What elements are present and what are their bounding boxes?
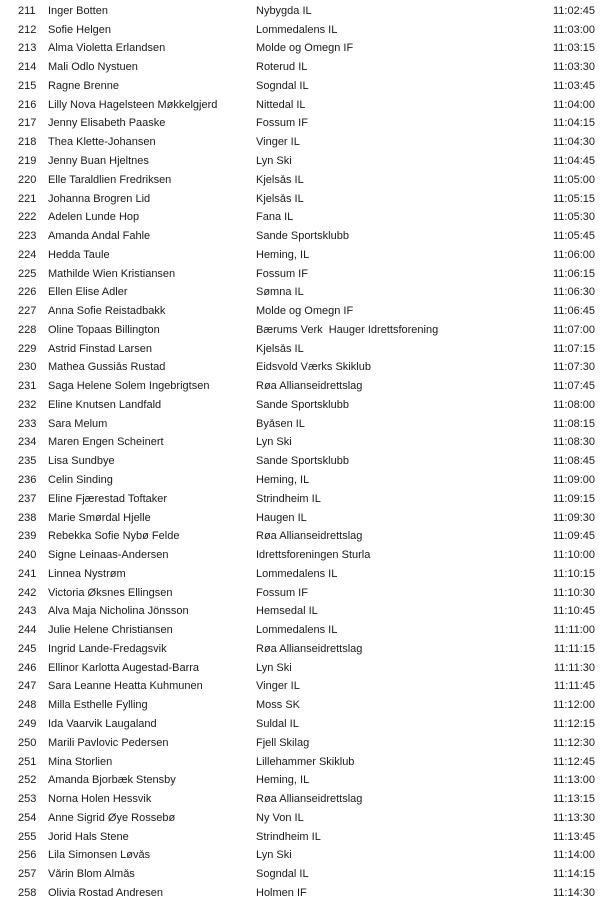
table-row — [0, 790, 611, 809]
athlete-name: Lila Simonsen Løvås — [48, 850, 151, 862]
table-row — [0, 603, 611, 622]
bib-number: 245 — [18, 643, 37, 655]
bib-number: 217 — [18, 118, 37, 130]
bib-number: 232 — [18, 399, 37, 411]
club-name: Lyn Ski — [256, 437, 292, 449]
athlete-name: Celin Sinding — [48, 475, 113, 487]
bib-number: 223 — [18, 231, 37, 243]
club-name: Fana IL — [256, 212, 294, 224]
athlete-name: Signe Leinaas-Andersen — [48, 550, 169, 562]
bib-number: 251 — [18, 756, 37, 768]
club-name: Kjelsås IL — [256, 343, 304, 355]
bib-number: 250 — [18, 737, 37, 749]
club-name: Fjell Skilag — [256, 737, 310, 749]
athlete-name: Anna Sofie Reistadbakk — [48, 306, 166, 318]
club-name: Sogndal IL — [256, 80, 309, 92]
table-row — [0, 884, 611, 903]
start-time: 11:10:15 — [552, 568, 595, 580]
start-time: 11:10:00 — [552, 550, 595, 562]
table-row — [0, 321, 611, 340]
start-time: 11:05:00 — [552, 174, 595, 186]
start-time: 11:08:00 — [552, 399, 595, 411]
athlete-name: Jenny Elisabeth Paaske — [48, 118, 166, 130]
start-time: 11:12:30 — [552, 737, 595, 749]
start-time: 11:13:15 — [552, 794, 595, 806]
table-row — [0, 40, 611, 59]
club-name: Heming, IL — [256, 249, 310, 261]
athlete-name: Ellinor Karlotta Augestad-Barra — [48, 662, 200, 674]
bib-number: 229 — [18, 343, 37, 355]
bib-number: 230 — [18, 362, 37, 374]
bib-number: 249 — [18, 718, 37, 730]
bib-number: 222 — [18, 212, 37, 224]
club-name: Fossum IF — [256, 118, 308, 130]
table-row — [0, 771, 611, 790]
start-time: 11:12:00 — [552, 700, 595, 712]
bib-number: 243 — [18, 606, 37, 618]
bib-number: 220 — [18, 174, 37, 186]
start-time: 11:04:15 — [552, 118, 595, 130]
table-row — [0, 2, 611, 21]
table-row — [0, 359, 611, 378]
athlete-name: Amanda Bjorbæk Stensby — [48, 775, 176, 787]
athlete-name: Rebekka Sofie Nybø Felde — [48, 531, 180, 543]
bib-number: 216 — [18, 99, 37, 111]
club-name: Nittedal IL — [256, 99, 306, 111]
table-row — [0, 753, 611, 772]
start-time: 11:10:30 — [552, 587, 595, 599]
table-row — [0, 659, 611, 678]
athlete-name: Alma Violetta Erlandsen — [48, 43, 166, 55]
athlete-name: Eline Fjærestad Toftaker — [48, 493, 168, 505]
athlete-name: Eline Knutsen Landfald — [48, 399, 162, 411]
bib-number: 234 — [18, 437, 37, 449]
athlete-name: Jenny Buan Hjeltnes — [48, 156, 149, 167]
club-name: Røa Allianseidrettslag — [256, 794, 363, 806]
bib-number: 253 — [18, 794, 37, 806]
start-time: 11:11:00 — [553, 625, 595, 637]
club-name: Røa Allianseidrettslag — [256, 643, 363, 655]
start-time: 11:07:45 — [552, 381, 595, 393]
table-row — [0, 546, 611, 565]
bib-number: 242 — [18, 587, 37, 599]
table-row — [0, 133, 611, 152]
table-row — [0, 246, 611, 265]
bib-number: 246 — [18, 662, 37, 674]
bib-number: 257 — [18, 869, 37, 881]
bib-number: 228 — [18, 324, 37, 336]
table-row — [0, 865, 611, 884]
club-name: Holmen IF — [256, 887, 307, 899]
athlete-name: Mathea Gussiås Rustad — [48, 362, 166, 374]
start-time: 11:13:00 — [552, 775, 595, 787]
athlete-name: Ingrid Lande-Fredagsvik — [48, 643, 167, 655]
club-name: Suldal IL — [256, 718, 299, 730]
athlete-name: Norna Holen Hessvik — [48, 794, 152, 806]
table-row — [0, 640, 611, 659]
start-time: 11:03:00 — [552, 24, 595, 36]
club-name: Røa Allianseidrettslag — [256, 531, 363, 543]
start-time: 11:07:15 — [552, 343, 595, 355]
bib-number: 219 — [18, 156, 37, 167]
athlete-name: Sara Melum — [48, 418, 108, 430]
athlete-name: Saga Helene Solem Ingebrigtsen — [48, 381, 210, 393]
athlete-name: Sara Leanne Heatta Kuhmunen — [48, 681, 203, 693]
club-name: Moss SK — [256, 700, 301, 712]
athlete-name: Astrid Finstad Larsen — [48, 343, 152, 355]
start-time: 11:09:30 — [552, 512, 595, 524]
athlete-name: Thea Klette-Johansen — [48, 137, 156, 149]
athlete-name: Ragne Brenne — [48, 80, 119, 92]
start-time: 11:14:30 — [552, 887, 595, 899]
start-time: 11:06:45 — [552, 306, 595, 318]
club-name: Byåsen IL — [256, 418, 305, 430]
bib-number: 215 — [18, 80, 37, 92]
start-time: 11:08:30 — [552, 437, 595, 449]
table-row — [0, 434, 611, 453]
bib-number: 254 — [18, 812, 37, 824]
table-row — [0, 283, 611, 302]
club-name: Lyn Ski — [256, 156, 292, 167]
club-name: Bærums Verk Hauger Idrettsforening — [256, 324, 439, 336]
club-name: Ny Von IL — [256, 812, 304, 824]
table-row — [0, 396, 611, 415]
club-name: Lillehammer Skiklub — [256, 756, 355, 768]
club-name: Sande Sportsklubb — [256, 456, 349, 468]
bib-number: 238 — [18, 512, 37, 524]
athlete-name: Sofie Helgen — [48, 24, 111, 36]
bib-number: 239 — [18, 531, 37, 543]
table-row — [0, 527, 611, 546]
start-time: 11:05:45 — [552, 231, 595, 243]
bib-number: 225 — [18, 268, 37, 280]
table-row — [0, 828, 611, 847]
athlete-name: Victoria Øksnes Ellingsen — [48, 587, 173, 599]
bib-number: 221 — [18, 193, 37, 205]
table-row — [0, 621, 611, 640]
bib-number: 233 — [18, 418, 37, 430]
bib-number: 211 — [18, 5, 36, 17]
start-time: 11:08:45 — [552, 456, 595, 468]
start-time: 11:11:45 — [553, 681, 595, 693]
club-name: Kjelsås IL — [256, 174, 304, 186]
table-row — [0, 340, 611, 359]
club-name: Heming, IL — [256, 775, 310, 787]
club-name: Vinger IL — [256, 681, 300, 693]
club-name: Eidsvold Værks Skiklub — [256, 362, 371, 374]
table-row — [0, 265, 611, 284]
start-time: 11:09:45 — [552, 531, 595, 543]
athlete-name: Oline Topaas Billington — [48, 324, 160, 336]
start-list — [0, 2, 611, 903]
table-row — [0, 509, 611, 528]
start-time: 11:14:00 — [552, 850, 595, 862]
start-time: 11:14:15 — [552, 869, 595, 881]
table-row — [0, 471, 611, 490]
start-time: 11:05:30 — [552, 212, 595, 224]
bib-number: 227 — [18, 306, 37, 318]
athlete-name: Alva Maja Nicholina Jönsson — [48, 606, 189, 618]
table-row — [0, 21, 611, 40]
athlete-name: Lilly Nova Hagelsteen Møkkelgjerd — [48, 99, 218, 111]
club-name: Sogndal IL — [256, 869, 309, 881]
table-row — [0, 452, 611, 471]
table-row — [0, 77, 611, 96]
club-name: Sande Sportsklubb — [256, 399, 349, 411]
athlete-name: Jorid Hals Stene — [48, 831, 129, 843]
athlete-name: Julie Helene Christiansen — [48, 625, 173, 637]
athlete-name: Mina Storlien — [48, 756, 113, 768]
start-time: 11:10:45 — [552, 606, 595, 618]
club-name: Lyn Ski — [256, 850, 292, 862]
table-row — [0, 734, 611, 753]
start-time: 11:04:30 — [552, 137, 595, 149]
club-name: Fossum IF — [256, 587, 308, 599]
club-name: Røa Allianseidrettslag — [256, 381, 363, 393]
start-time: 11:07:00 — [552, 324, 595, 336]
start-time: 11:05:15 — [552, 193, 595, 205]
club-name: Fossum IF — [256, 268, 308, 280]
start-time: 11:09:15 — [552, 493, 595, 505]
club-name: Heming, IL — [256, 475, 310, 487]
bib-number: 224 — [18, 249, 37, 261]
club-name: Sømna IL — [256, 287, 304, 299]
start-time: 11:09:00 — [552, 475, 595, 487]
start-time: 11:04:00 — [552, 99, 595, 111]
bib-number: 226 — [18, 287, 37, 299]
athlete-name: Marili Pavlovic Pedersen — [48, 737, 169, 749]
club-name: Strindheim IL — [256, 831, 321, 843]
club-name: Strindheim IL — [256, 493, 321, 505]
start-time: 11:13:30 — [552, 812, 595, 824]
athlete-name: Vårin Blom Almås — [48, 869, 135, 881]
athlete-name: Amanda Andal Fahle — [48, 231, 151, 243]
athlete-name: Olivia Rostad Andresen — [48, 887, 163, 899]
table-row — [0, 171, 611, 190]
athlete-name: Marie Smørdal Hjelle — [48, 512, 151, 524]
club-name: Idrettsforeningen Sturla — [256, 550, 371, 562]
athlete-name: Inger Botten — [48, 5, 108, 17]
athlete-name: Maren Engen Scheinert — [48, 437, 164, 449]
start-time: 11:03:30 — [552, 62, 595, 74]
bib-number: 214 — [18, 62, 37, 74]
club-name: Molde og Omegn IF — [256, 43, 354, 55]
table-row — [0, 809, 611, 828]
athlete-name: Hedda Taule — [48, 249, 110, 261]
athlete-name: Ellen Elise Adler — [48, 287, 128, 299]
table-row — [0, 490, 611, 509]
table-row — [0, 678, 611, 697]
bib-number: 240 — [18, 550, 37, 562]
club-name: Lyn Ski — [256, 662, 292, 674]
athlete-name: Mathilde Wien Kristiansen — [48, 268, 176, 280]
start-time: 11:11:15 — [553, 643, 595, 655]
athlete-name: Johanna Brogren Lid — [48, 193, 151, 205]
start-time: 11:02:45 — [552, 5, 595, 17]
athlete-name: Lisa Sundbye — [48, 456, 115, 468]
club-name: Lommedalens IL — [256, 625, 338, 637]
athlete-name: Adelen Lunde Hop — [48, 212, 140, 224]
bib-number: 258 — [18, 887, 37, 899]
athlete-name: Ida Vaarvik Laugaland — [48, 718, 157, 730]
start-time: 11:12:15 — [552, 718, 595, 730]
table-row — [0, 58, 611, 77]
club-name: Haugen IL — [256, 512, 307, 524]
athlete-name: Mali Odlo Nystuen — [48, 62, 138, 74]
table-row — [0, 152, 611, 171]
club-name: Sande Sportsklubb — [256, 231, 349, 243]
start-time: 11:13:45 — [552, 831, 595, 843]
bib-number: 235 — [18, 456, 37, 468]
table-row — [0, 584, 611, 603]
table-row — [0, 846, 611, 865]
table-row — [0, 96, 611, 115]
start-time: 11:11:30 — [553, 662, 595, 674]
start-time: 11:04:45 — [552, 156, 595, 167]
athlete-name: Anne Sigrid Øye Rossebø — [48, 812, 176, 824]
bib-number: 241 — [18, 568, 37, 580]
athlete-name: Milla Esthelle Fylling — [48, 700, 148, 712]
bib-number: 218 — [18, 137, 37, 149]
bib-number: 256 — [18, 850, 37, 862]
club-name: Nybygda IL — [256, 5, 312, 17]
table-row — [0, 115, 611, 134]
club-name: Lommedalens IL — [256, 24, 338, 36]
table-row — [0, 696, 611, 715]
table-row — [0, 415, 611, 434]
table-row — [0, 565, 611, 584]
start-time: 11:06:15 — [552, 268, 595, 280]
bib-number: 212 — [18, 24, 37, 36]
club-name: Kjelsås IL — [256, 193, 304, 205]
start-time: 11:07:30 — [552, 362, 595, 374]
bib-number: 237 — [18, 493, 37, 505]
bib-number: 247 — [18, 681, 37, 693]
club-name: Hemsedal IL — [256, 606, 318, 618]
table-row — [0, 208, 611, 227]
table-row — [0, 377, 611, 396]
club-name: Vinger IL — [256, 137, 300, 149]
bib-number: 231 — [18, 381, 37, 393]
bib-number: 255 — [18, 831, 37, 843]
table-row — [0, 302, 611, 321]
athlete-name: Elle Taraldlien Fredriksen — [48, 174, 172, 186]
bib-number: 213 — [18, 43, 37, 55]
athlete-name: Linnea Nystrøm — [48, 568, 126, 580]
bib-number: 244 — [18, 625, 37, 637]
table-row — [0, 190, 611, 209]
start-time: 11:03:45 — [552, 80, 595, 92]
club-name: Roterud IL — [256, 62, 308, 74]
start-time: 11:12:45 — [552, 756, 595, 768]
bib-number: 236 — [18, 475, 37, 487]
start-time: 11:06:00 — [552, 249, 595, 261]
club-name: Molde og Omegn IF — [256, 306, 354, 318]
table-row — [0, 227, 611, 246]
bib-number: 252 — [18, 775, 37, 787]
start-time: 11:03:15 — [552, 43, 595, 55]
bib-number: 248 — [18, 700, 37, 712]
start-time: 11:08:15 — [552, 418, 595, 430]
club-name: Lommedalens IL — [256, 568, 338, 580]
start-time: 11:06:30 — [552, 287, 595, 299]
table-row — [0, 715, 611, 734]
